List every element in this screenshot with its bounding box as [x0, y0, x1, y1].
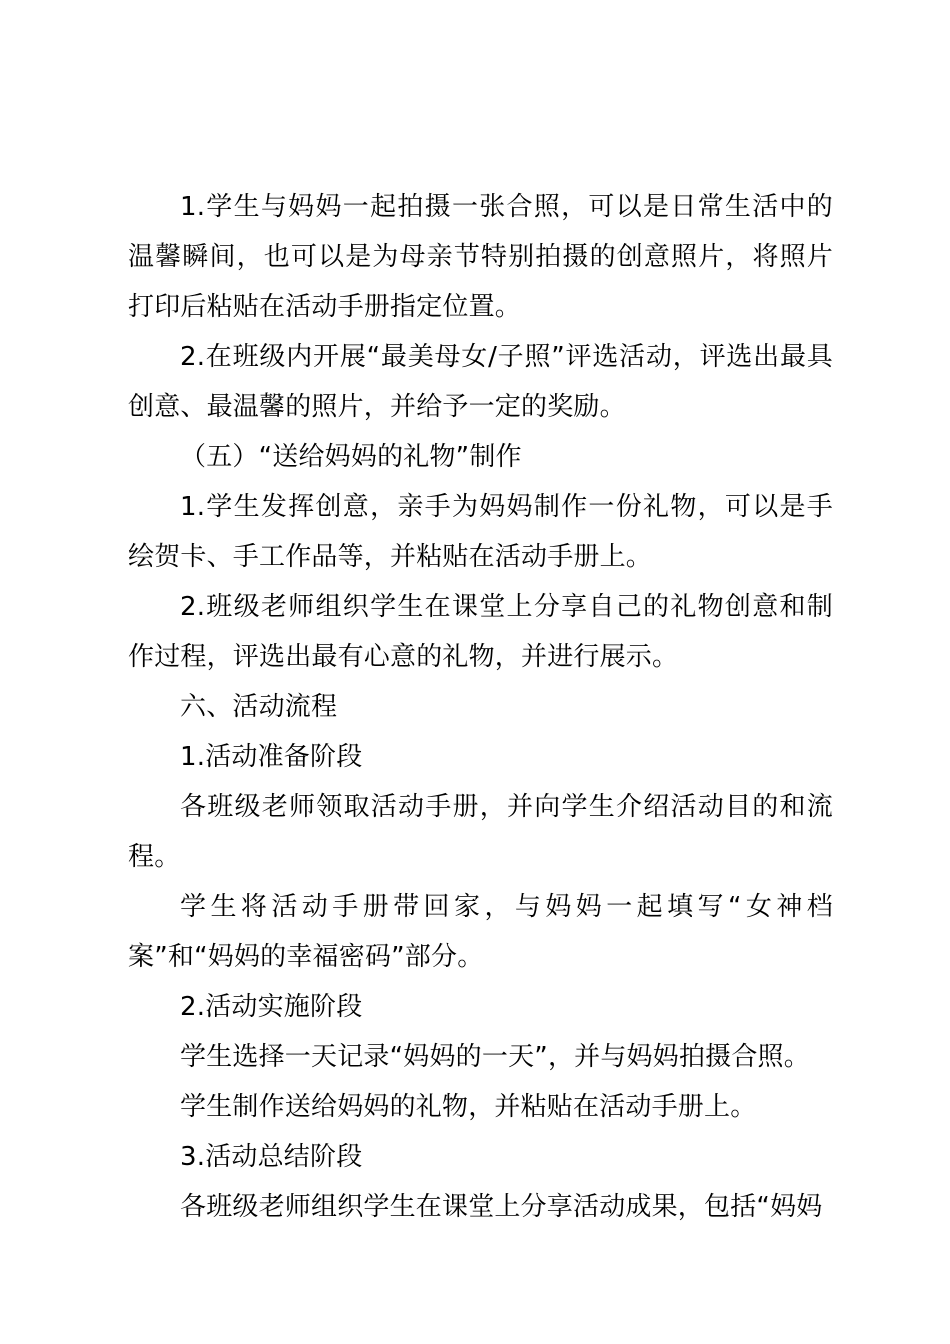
section-heading-gift: （五）“送给妈妈的礼物”制作: [180, 442, 522, 472]
paragraph-gift-sharing: 2.班级老师组织学生在课堂上分享自己的礼物创意和制作过程，评选出最有心意的礼物，并进行展示。: [128, 592, 833, 672]
section-heading-process: 六、活动流程: [180, 692, 338, 722]
paragraph-implementation-gift: 学生制作送给妈妈的礼物，并粘贴在活动手册上。: [180, 1092, 757, 1122]
paragraph-gift-making: 1.学生发挥创意，亲手为妈妈制作一份礼物，可以是手绘贺卡、手工作品等，并粘贴在活动手册上。: [128, 492, 833, 572]
paragraph-implementation-record: 学生选择一天记录“妈妈的一天”，并与妈妈拍摄合照。: [180, 1042, 810, 1072]
stage-heading-preparation: 1.活动准备阶段: [180, 742, 363, 772]
stage-heading-summary: 3.活动总结阶段: [180, 1142, 363, 1172]
document-body: [128, 182, 833, 1232]
paragraph-preparation-student: 学生将活动手册带回家，与妈妈一起填写“女神档案”和“妈妈的幸福密码”部分。: [128, 892, 833, 972]
paragraph-photo-contest: 2.在班级内开展“最美母女/子照”评选活动，评选出最具创意、最温馨的照片，并给予一定的奖励。: [128, 342, 833, 422]
paragraph-preparation-teacher: 各班级老师领取活动手册，并向学生介绍活动目的和流程。: [128, 792, 833, 872]
paragraph-summary-sharing: 各班级老师组织学生在课堂上分享活动成果，包括“妈妈: [180, 1192, 823, 1222]
stage-heading-implementation: 2.活动实施阶段: [180, 992, 363, 1022]
paragraph-photo-task: 1.学生与妈妈一起拍摄一张合照，可以是日常生活中的温馨瞬间，也可以是为母亲节特别拍摄的创意照片，将照片打印后粘贴在活动手册指定位置。: [128, 192, 833, 322]
